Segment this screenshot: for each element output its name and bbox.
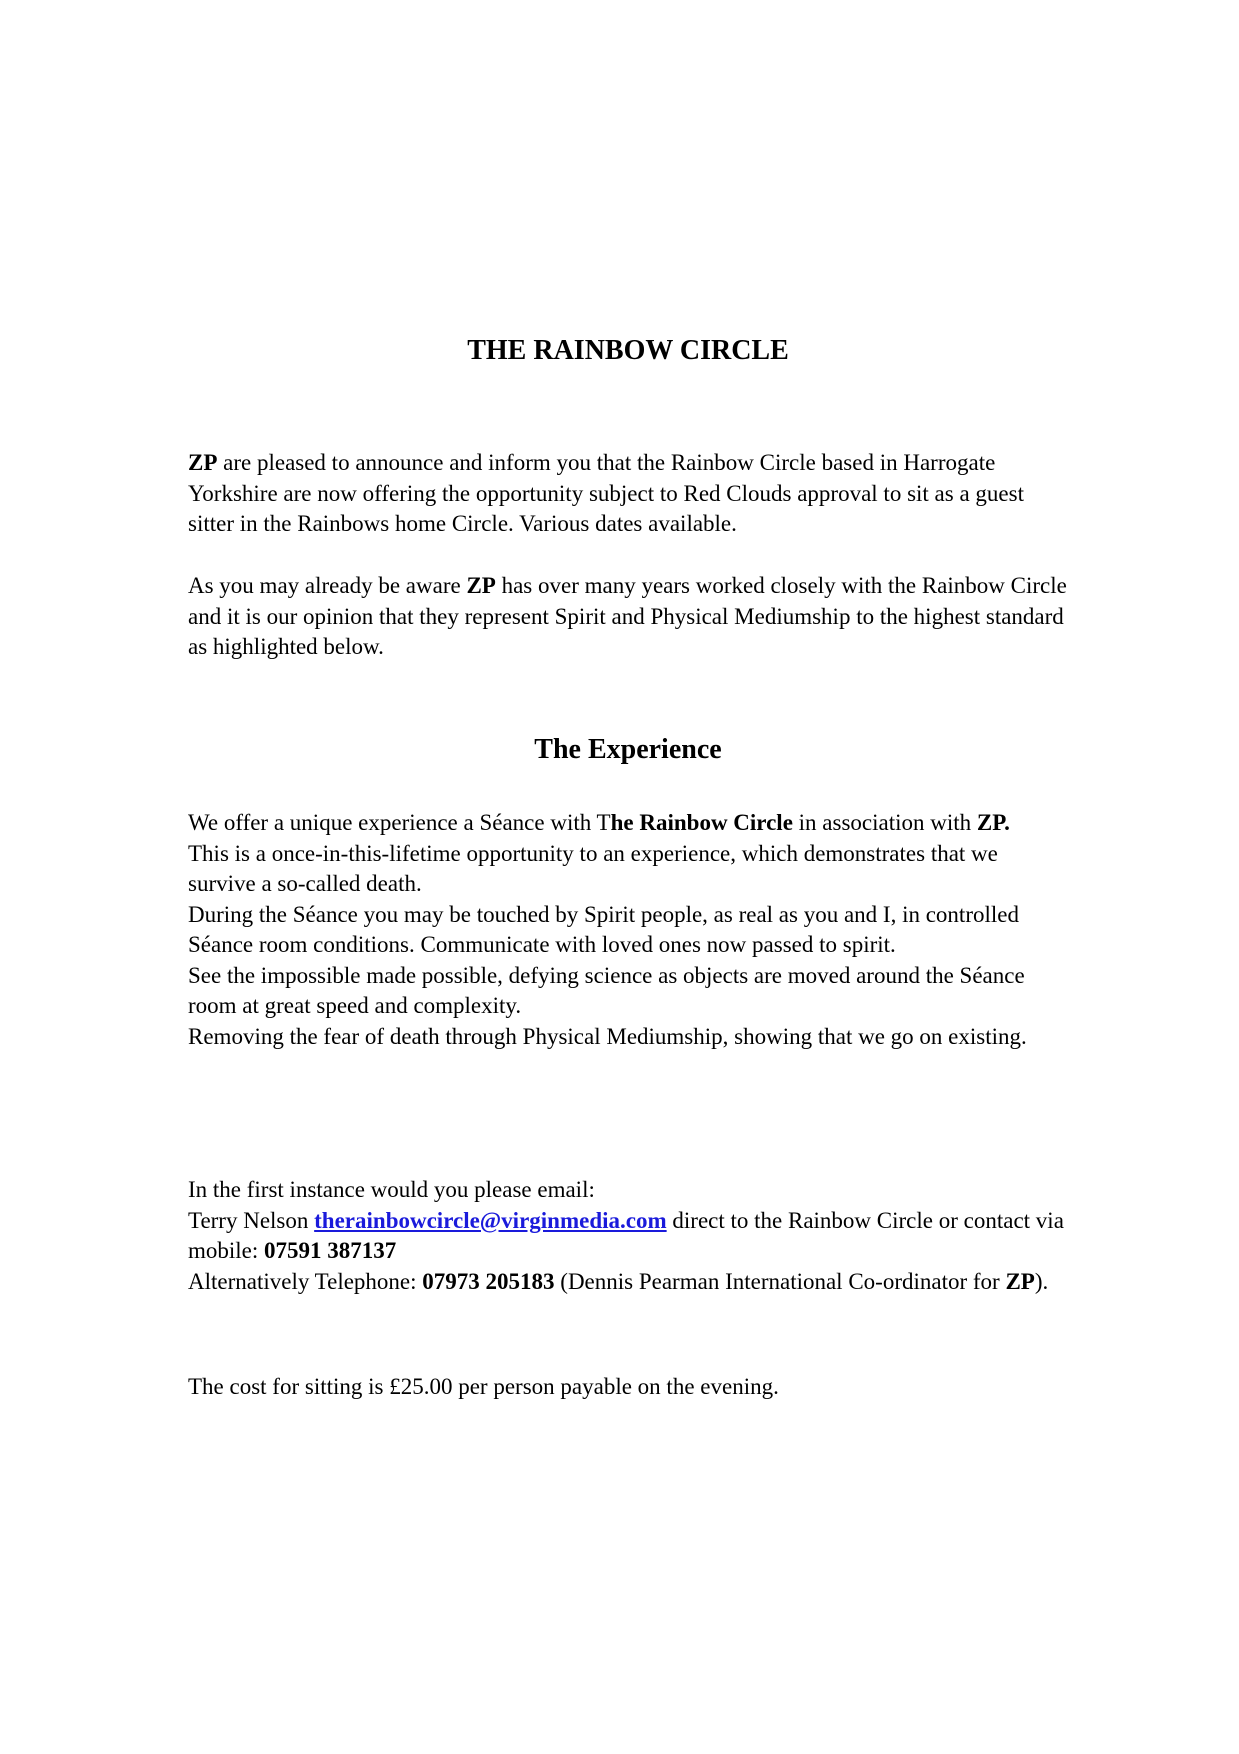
- cost-text: The cost for sitting is £25.00 per person payable on the evening.: [188, 1374, 779, 1399]
- aware-paragraph: [188, 571, 1068, 663]
- org-name: ZP: [188, 450, 218, 475]
- contact-intro: In the first instance would you please email:: [188, 1177, 595, 1202]
- intro-paragraph: [188, 448, 1068, 540]
- org-name: ZP.: [976, 810, 1010, 835]
- experience-line: Removing the fear of death through Physical Mediumship, showing that we go on existing.: [188, 1023, 1027, 1049]
- alt-text: (Dennis Pearman International Co-ordinator for: [554, 1268, 1006, 1294]
- page-title: THE RAINBOW CIRCLE: [467, 335, 789, 366]
- alt-label: Alternatively Telephone:: [188, 1268, 423, 1294]
- org-name: ZP: [1005, 1268, 1035, 1294]
- experience-line: See the impossible made possible, defying science as objects are moved around the Séance room at great speed and complexity.: [188, 962, 1025, 1018]
- contact-text: direct to the Rainbow Circle or contact via mobile:: [188, 1207, 1064, 1263]
- experience-paragraph: [188, 808, 1068, 1052]
- mobile-number: 07591 387137: [264, 1238, 397, 1263]
- email-link[interactable]: therainbowcircle@virginmedia.com: [314, 1207, 667, 1233]
- org-name: ZP: [466, 573, 496, 598]
- circle-name: he Rainbow Circle: [610, 810, 793, 835]
- experience-line: During the Séance you may be touched by Spirit people, as real as you and I, in controlled Séance room conditions. Communicate with loved ones now passed to spirit.: [188, 901, 1019, 957]
- experience-line: This is a once-in-this-lifetime opportunity to an experience, which demonstrates that we survive a so-called death.: [188, 840, 998, 896]
- intro-text: are pleased to announce and inform you that the Rainbow Circle based in Harrogate Yorkshire are now offering the opportunity subject to Red Clouds approval to sit as a guest sitter in the Rainbows home Circle. Various dates available.: [188, 450, 1024, 536]
- cost-paragraph: [188, 1372, 1068, 1403]
- alt-phone-number: 07973 205183: [422, 1268, 555, 1294]
- alt-end: ).: [1034, 1268, 1049, 1294]
- experience-heading: The Experience: [534, 734, 722, 765]
- offer-text-pre: We offer a unique experience a Séance with T: [188, 810, 611, 835]
- offer-text-post: in association with: [792, 810, 977, 835]
- aware-text-post: has over many years worked closely with the Rainbow Circle and it is our opinion that they represent Spirit and Physical Mediumship to the highest standard as highlighted below.: [188, 573, 1067, 659]
- contact-name: Terry Nelson: [188, 1207, 315, 1233]
- contact-paragraph: [188, 1175, 1068, 1297]
- aware-text-pre: As you may already be aware: [188, 573, 467, 598]
